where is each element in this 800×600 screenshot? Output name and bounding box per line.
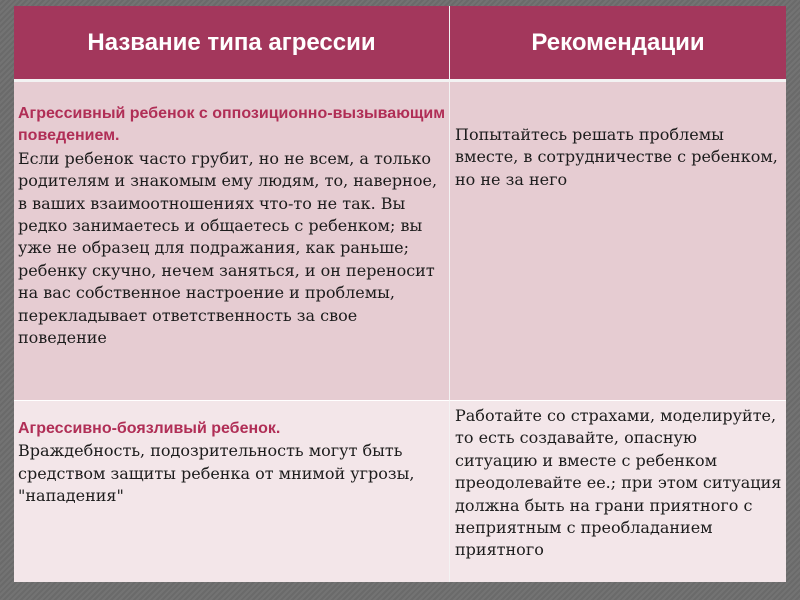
table-row-2-recommendation-cell	[450, 400, 786, 582]
recommendation-text: Работайте со страхами, моделируйте, то есть создавайте, опасную ситуацию и вместе с ребенком преодолевайте ее.; при этом ситуация должна быть на грани приятного с неприятным с преобладанием приятного	[455, 406, 782, 560]
aggression-type-title: Агрессивный ребенок с оппозиционно-вызывающим поведением.	[18, 105, 446, 145]
aggression-table	[14, 6, 786, 582]
table-row-2-type-cell	[14, 400, 450, 582]
aggression-type-description: Враждебность, подозрительность могут быть средством защиты ребенка от мнимой угрозы, "нападения"	[18, 441, 415, 506]
header-recommendations: Рекомендации	[450, 6, 786, 82]
aggression-type-description: Если ребенок часто грубит, но не всем, а только родителям и знакомым ему людям, то, наверное, в ваших взаимоотношениях что-то не так. Вы редко занимаетесь и общаетесь с ребенком; вы уже не образец для подражания, как раньше; ребенку скучно, нечем заняться, и он переносит на вас собственное настроение и проблемы, перекладывает ответственность за свое поведение	[18, 148, 438, 348]
header-aggression-type: Название типа агрессии	[14, 6, 450, 82]
table-row-1-type-cell	[14, 82, 450, 400]
aggression-type-title: Агрессивно-боязливый ребенок.	[18, 420, 281, 437]
recommendation-text: Попытайтесь решать проблемы вместе, в сотрудничестве с ребенком, но не за него	[455, 125, 778, 189]
table-row-1-recommendation-cell	[450, 82, 786, 400]
